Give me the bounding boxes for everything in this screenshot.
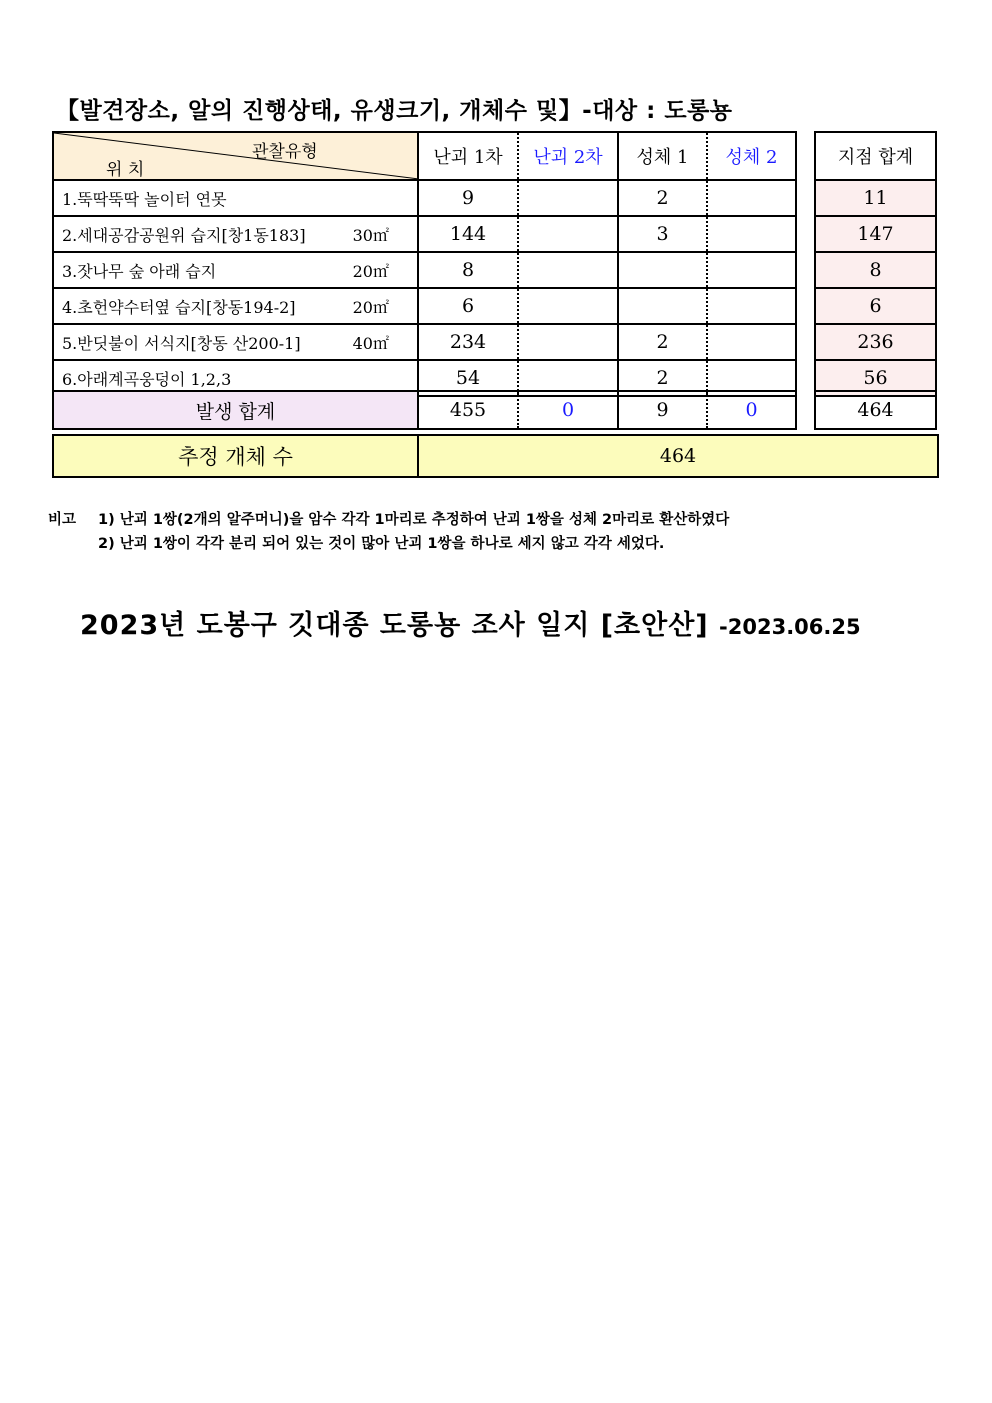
sum-egg2: 0 bbox=[518, 391, 618, 429]
page-title bbox=[80, 603, 861, 642]
table-header-row bbox=[53, 132, 796, 180]
adult1-cell bbox=[618, 288, 707, 324]
column-header-egg2: 난괴 2차 bbox=[518, 132, 618, 180]
table-row bbox=[53, 288, 796, 324]
column-header-adult1: 성체 1 bbox=[618, 132, 707, 180]
estimate-value: 464 bbox=[418, 435, 938, 477]
site-total-cell: 8 bbox=[815, 252, 936, 288]
adult2-cell bbox=[707, 288, 796, 324]
table-row bbox=[53, 324, 796, 360]
egg1-cell: 144 bbox=[418, 216, 518, 252]
adult2-cell bbox=[707, 324, 796, 360]
egg1-cell: 6 bbox=[418, 288, 518, 324]
sum-adult2: 0 bbox=[707, 391, 796, 429]
sum-adult1: 9 bbox=[618, 391, 707, 429]
egg1-cell: 9 bbox=[418, 180, 518, 216]
section-heading: 【발견장소, 알의 진행상태, 유생크기, 개체수 및】-대상 : 도롱뇽 bbox=[56, 98, 733, 124]
adult1-cell: 2 bbox=[618, 180, 707, 216]
location-cell: 6.아래계곡웅덩이 1,2,3 bbox=[53, 360, 418, 396]
adult1-cell: 2 bbox=[618, 360, 707, 396]
adult1-cell: 2 bbox=[618, 324, 707, 360]
estimate-table bbox=[52, 434, 939, 478]
adult2-cell bbox=[707, 180, 796, 216]
site-total-header: 지점 합계 bbox=[815, 132, 936, 180]
adult2-cell bbox=[707, 252, 796, 288]
grand-total-table bbox=[814, 390, 937, 430]
adult1-cell: 3 bbox=[618, 216, 707, 252]
corner-bottom-label: 위 치 bbox=[106, 160, 145, 180]
table-row bbox=[53, 252, 796, 288]
table-row bbox=[53, 216, 796, 252]
column-header-egg1: 난괴 1차 bbox=[418, 132, 518, 180]
adult2-cell bbox=[707, 216, 796, 252]
note-line: 1) 난괴 1쌍(2개의 알주머니)을 암수 각각 1마리로 추정하여 난괴 1쌍을 성체 2마리로 환산하였다 bbox=[98, 512, 730, 528]
adult1-cell bbox=[618, 252, 707, 288]
egg2-cell bbox=[518, 180, 618, 216]
site-total-cell: 6 bbox=[815, 288, 936, 324]
egg2-cell bbox=[518, 216, 618, 252]
location-cell: 5.반딧불이 서식지[창동 산200-1] 40㎡ bbox=[53, 324, 418, 360]
title-main: 2023년 도봉구 깃대종 도롱뇽 조사 일지 [초안산] bbox=[80, 610, 709, 641]
table-row bbox=[53, 180, 796, 216]
egg1-cell: 8 bbox=[418, 252, 518, 288]
occurrence-sum-table bbox=[52, 390, 797, 430]
location-cell: 1.뚝딱뚝딱 놀이터 연못 bbox=[53, 180, 418, 216]
egg1-cell: 234 bbox=[418, 324, 518, 360]
notes bbox=[48, 508, 729, 556]
location-cell: 3.잣나무 숲 아래 습지 20㎡ bbox=[53, 252, 418, 288]
sum-egg1: 455 bbox=[418, 391, 518, 429]
estimate-label: 추정 개체 수 bbox=[53, 435, 418, 477]
notes-tag: 비고 bbox=[48, 512, 77, 528]
site-total-cell: 236 bbox=[815, 324, 936, 360]
grand-total-cell: 464 bbox=[815, 391, 936, 429]
site-total-table bbox=[814, 131, 937, 397]
egg2-cell bbox=[518, 324, 618, 360]
site-total-cell: 56 bbox=[815, 360, 936, 396]
sum-row bbox=[53, 391, 796, 429]
location-cell: 2.세대공감공원위 습지[창1동183] 30㎡ bbox=[53, 216, 418, 252]
column-header-adult2: 성체 2 bbox=[707, 132, 796, 180]
sum-label: 발생 합계 bbox=[53, 391, 418, 429]
corner-header bbox=[53, 132, 418, 180]
corner-top-label: 관찰유형 bbox=[252, 142, 318, 162]
site-total-cell: 147 bbox=[815, 216, 936, 252]
egg1-cell: 54 bbox=[418, 360, 518, 396]
survey-table bbox=[52, 131, 797, 397]
egg2-cell bbox=[518, 252, 618, 288]
site-total-cell: 11 bbox=[815, 180, 936, 216]
note-line: 2) 난괴 1쌍이 각각 분리 되어 있는 것이 많아 난괴 1쌍을 하나로 세지 않고 각각 세었다. bbox=[98, 536, 665, 552]
egg2-cell bbox=[518, 288, 618, 324]
location-cell: 4.초헌약수터옆 습지[창동194-2] 20㎡ bbox=[53, 288, 418, 324]
title-date: -2023.06.25 bbox=[719, 615, 861, 639]
